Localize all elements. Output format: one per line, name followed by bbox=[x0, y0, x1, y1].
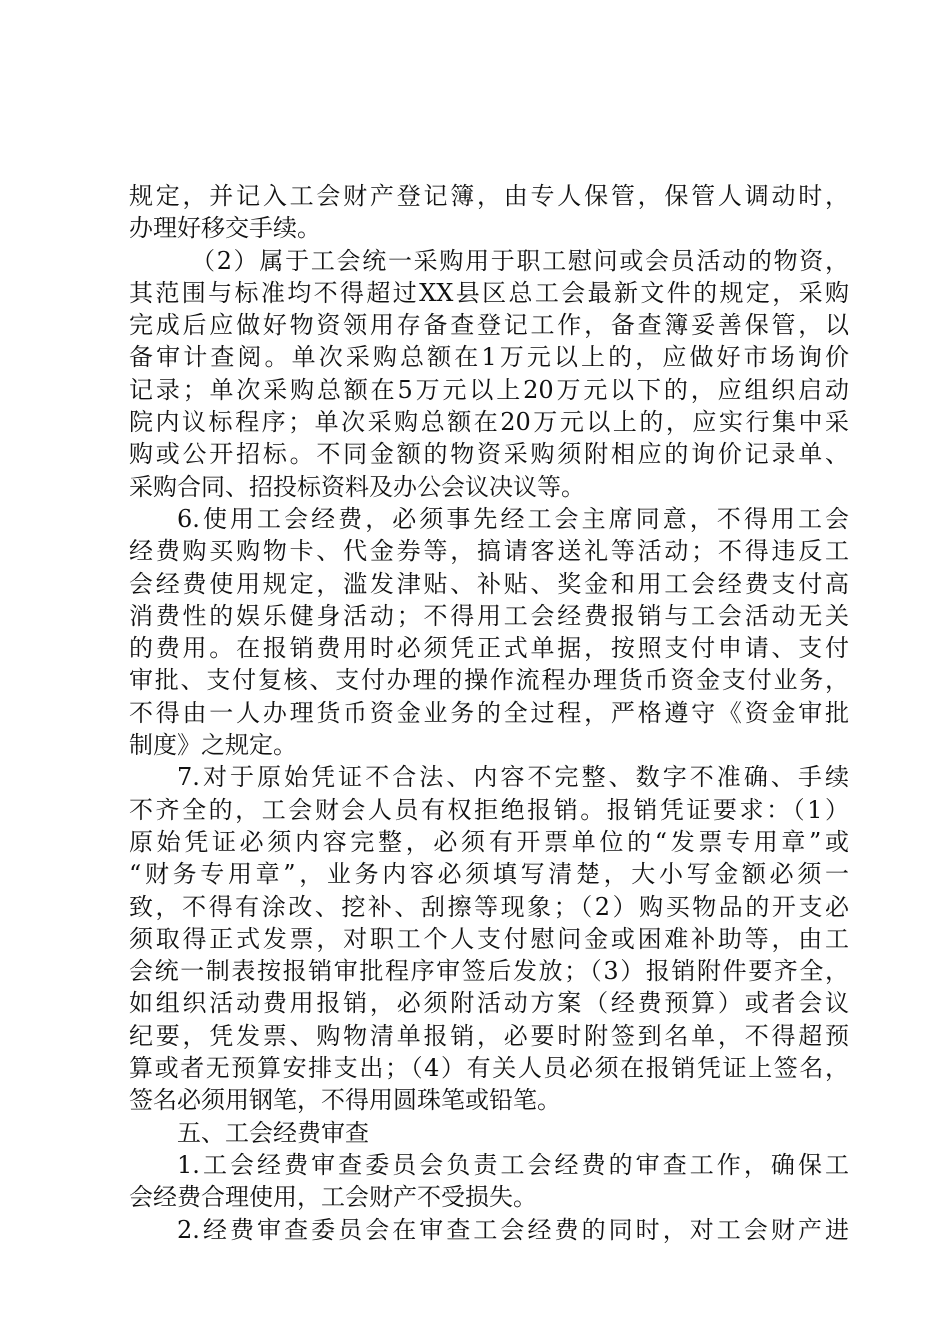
paragraph-line: 签名必须用钢笔，不得用圆珠笔或铅笔。 bbox=[129, 1086, 561, 1115]
paragraph-line: 审批、支付复核、支付办理的操作流程办理货币资金支付业务， bbox=[129, 666, 849, 695]
paragraph-line: 采购合同、招投标资料及办公会议决议等。 bbox=[129, 472, 585, 501]
paragraph-line: 须取得正式发票，对职工个人支付慰问金或困难补助等，由工 bbox=[129, 924, 849, 953]
paragraph-line: 会统一制表按报销审批程序审签后发放；（3）报销附件要齐全， bbox=[129, 957, 849, 986]
paragraph-line: 6.使用工会经费，必须事先经工会主席同意，不得用工会 bbox=[177, 504, 849, 533]
paragraph-line: 致，不得有涂改、挖补、刮擦等现象；（2）购买物品的开支必 bbox=[129, 892, 849, 921]
paragraph-line: 的费用。在报销费用时必须凭正式单据，按照支付申请、支付 bbox=[129, 634, 849, 663]
paragraph-line: 原始凭证必须内容完整，必须有开票单位的“发票专用章”或 bbox=[129, 827, 849, 856]
paragraph-line: 办理好移交手续。 bbox=[129, 214, 321, 243]
paragraph-line: 2.经费审查委员会在审查工会经费的同时，对工会财产进 bbox=[177, 1215, 849, 1244]
paragraph-line: 纪要，凭发票、购物清单报销，必要时附签到名单，不得超预 bbox=[129, 1021, 849, 1050]
paragraph-line: 会经费使用规定，滥发津贴、补贴、奖金和用工会经费支付高 bbox=[129, 569, 849, 598]
document-body bbox=[129, 180, 849, 1246]
paragraph-line: 其范围与标准均不得超过XX县区总工会最新文件的规定，采购 bbox=[129, 278, 849, 307]
paragraph-line: 院内议标程序；单次采购总额在20万元以上的，应实行集中采 bbox=[129, 408, 849, 437]
paragraph-line: 不齐全的，工会财会人员有权拒绝报销。报销凭证要求：（1） bbox=[129, 795, 849, 824]
paragraph-line: 规定，并记入工会财产登记簿，由专人保管，保管人调动时， bbox=[129, 182, 849, 210]
paragraph-line: 经费购买购物卡、代金券等，搞请客送礼等活动；不得违反工 bbox=[129, 537, 849, 566]
paragraph-line: 制度》之规定。 bbox=[129, 731, 297, 760]
paragraph-line: 1.工会经费审查委员会负责工会经费的审查工作，确保工 bbox=[177, 1150, 849, 1179]
paragraph-line: 完成后应做好物资领用存备查登记工作，备查簿妥善保管，以 bbox=[129, 311, 849, 340]
paragraph-line: 算或者无预算安排支出；（4）有关人员必须在报销凭证上签名， bbox=[129, 1054, 849, 1083]
paragraph-line: 不得由一人办理货币资金业务的全过程，严格遵守《资金审批 bbox=[129, 698, 849, 727]
paragraph-line: 如组织活动费用报销，必须附活动方案（经费预算）或者会议 bbox=[129, 989, 849, 1018]
paragraph-line: （2）属于工会统一采购用于职工慰问或会员活动的物资， bbox=[191, 246, 849, 275]
paragraph-line: 会经费合理使用，工会财产不受损失。 bbox=[129, 1183, 537, 1212]
paragraph-line: “财务专用章”，业务内容必须填写清楚，大小写金额必须一 bbox=[129, 860, 849, 889]
paragraph-line: 购或公开招标。不同金额的物资采购须附相应的询价记录单、 bbox=[129, 440, 849, 469]
paragraph-line: 7.对于原始凭证不合法、内容不完整、数字不准确、手续 bbox=[177, 763, 849, 792]
paragraph-line: 记录；单次采购总额在5万元以上20万元以下的，应组织启动 bbox=[129, 375, 849, 404]
paragraph-line: 备审计查阅。单次采购总额在1万元以上的，应做好市场询价 bbox=[129, 343, 849, 372]
section-heading: 五、工会经费审查 bbox=[177, 1118, 369, 1147]
paragraph-line: 消费性的娱乐健身活动；不得用工会经费报销与工会活动无关 bbox=[129, 601, 849, 630]
